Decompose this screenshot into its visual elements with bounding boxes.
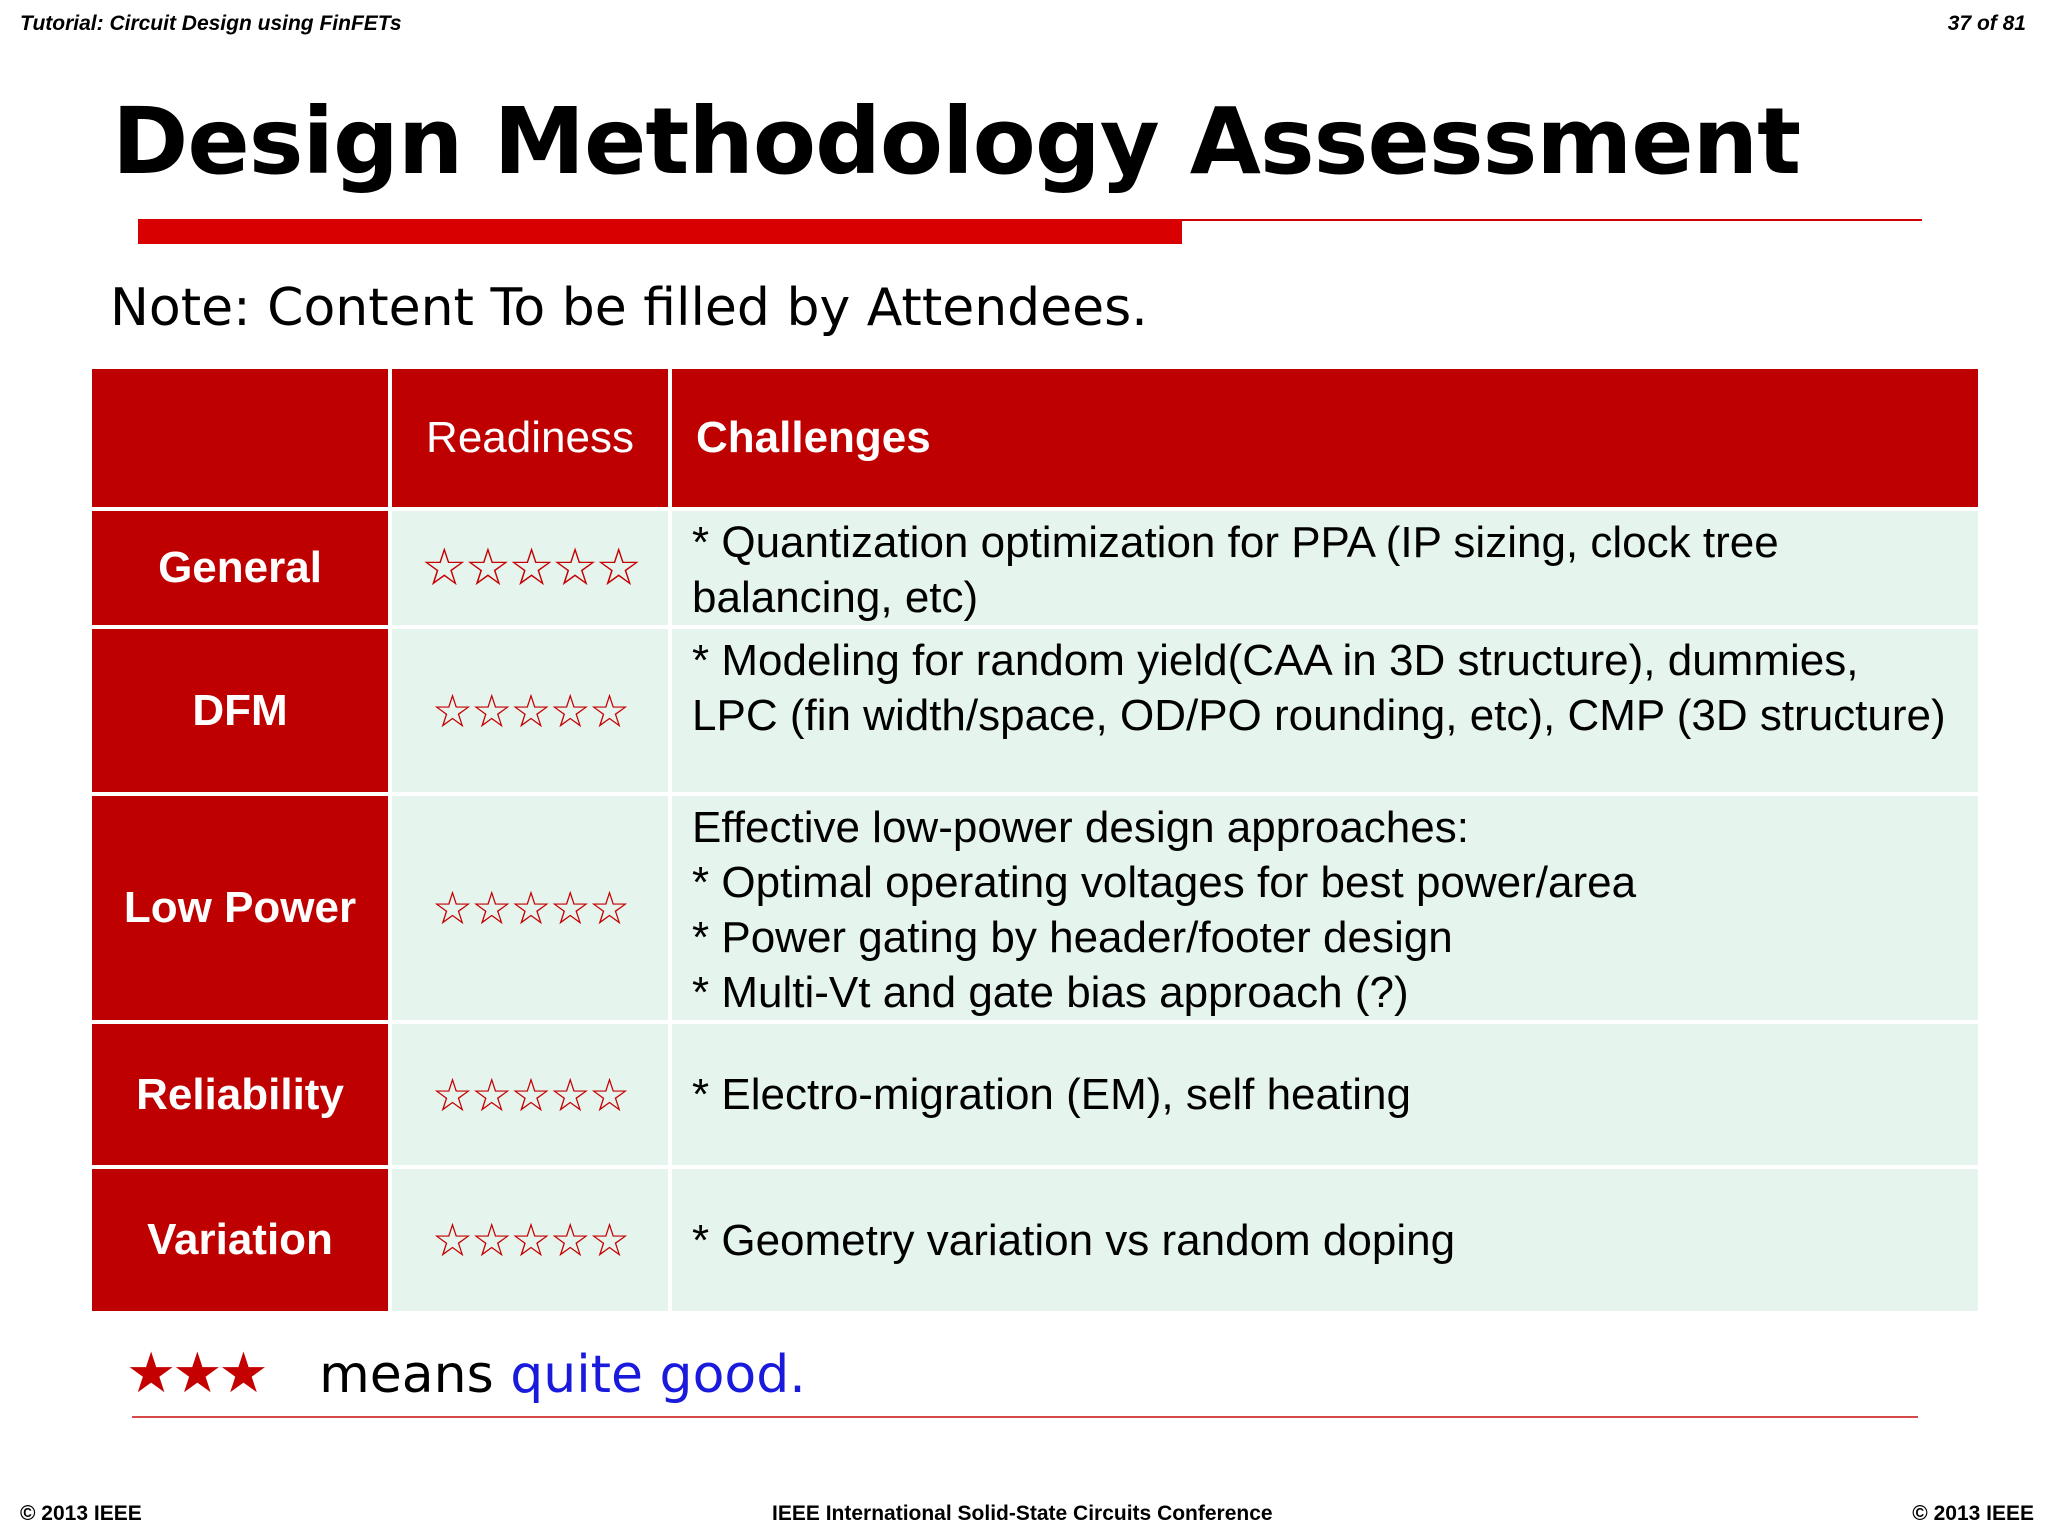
- challenge-line: * Electro-migration (EM), self heating: [692, 1070, 1411, 1119]
- footer-copyright-right: © 2013 IEEE: [1912, 1502, 2034, 1525]
- row-label: Variation: [92, 1169, 388, 1311]
- table-header-row: [92, 369, 1978, 507]
- readiness-stars: ☆☆☆☆☆: [392, 511, 668, 625]
- challenge-line: * Power gating by header/footer design: [692, 913, 1453, 962]
- readiness-stars: ☆☆☆☆☆: [392, 796, 668, 1020]
- header-readiness: Readiness: [392, 369, 668, 507]
- table-row: [92, 511, 1978, 625]
- row-label: Reliability: [92, 1024, 388, 1165]
- assessment-table: [88, 365, 1982, 1315]
- row-label: General: [92, 511, 388, 625]
- challenge-line: * Multi-Vt and gate bias approach (?): [692, 968, 1409, 1017]
- challenges-cell: [672, 1024, 1978, 1165]
- footer-copyright-left: © 2013 IEEE: [20, 1502, 142, 1525]
- note-text: Note: Content To be filled by Attendees.: [110, 278, 1148, 338]
- table-row: [92, 796, 1978, 1020]
- table-row: [92, 629, 1978, 792]
- header-empty-cell: [92, 369, 388, 507]
- rating-legend: [126, 1341, 806, 1406]
- legend-underline: [132, 1416, 1918, 1418]
- page-number: 37 of 81: [1947, 12, 2026, 35]
- legend-text: means: [319, 1345, 494, 1405]
- title-accent-bar: [138, 219, 1182, 244]
- table-row: [92, 1169, 1978, 1311]
- row-label: Low Power: [92, 796, 388, 1020]
- header-challenges: Challenges: [672, 369, 1978, 507]
- readiness-stars: ☆☆☆☆☆: [392, 1169, 668, 1311]
- challenges-cell: [672, 629, 1978, 792]
- readiness-stars: ☆☆☆☆☆: [392, 629, 668, 792]
- challenges-cell: [672, 511, 1978, 625]
- footer-conference: IEEE International Solid-State Circuits Conference: [772, 1502, 1273, 1525]
- tutorial-title: Tutorial: Circuit Design using FinFETs: [20, 12, 402, 35]
- challenge-line: * Modeling for random yield(CAA in 3D structure), dummies,: [692, 636, 1859, 685]
- challenge-line: * Optimal operating voltages for best power/area: [692, 858, 1637, 907]
- challenge-line: * Geometry variation vs random doping: [692, 1215, 1456, 1265]
- row-label: DFM: [92, 629, 388, 792]
- challenges-cell: [672, 796, 1978, 1020]
- challenge-line: * Quantization optimization for PPA (IP sizing, clock tree: [692, 518, 1779, 567]
- challenges-cell: [672, 1169, 1978, 1311]
- legend-highlight: quite good.: [510, 1345, 806, 1405]
- table-row: [92, 1024, 1978, 1165]
- slide-title: Design Methodology Assessment: [112, 88, 1801, 195]
- filled-stars-icon: ★★★: [126, 1341, 265, 1406]
- challenge-line: LPC (fin width/space, OD/PO rounding, etc), CMP (3D structure): [692, 691, 1946, 740]
- readiness-stars: ☆☆☆☆☆: [392, 1024, 668, 1165]
- challenge-line: balancing, etc): [692, 573, 979, 622]
- challenge-line: Effective low-power design approaches:: [692, 803, 1469, 852]
